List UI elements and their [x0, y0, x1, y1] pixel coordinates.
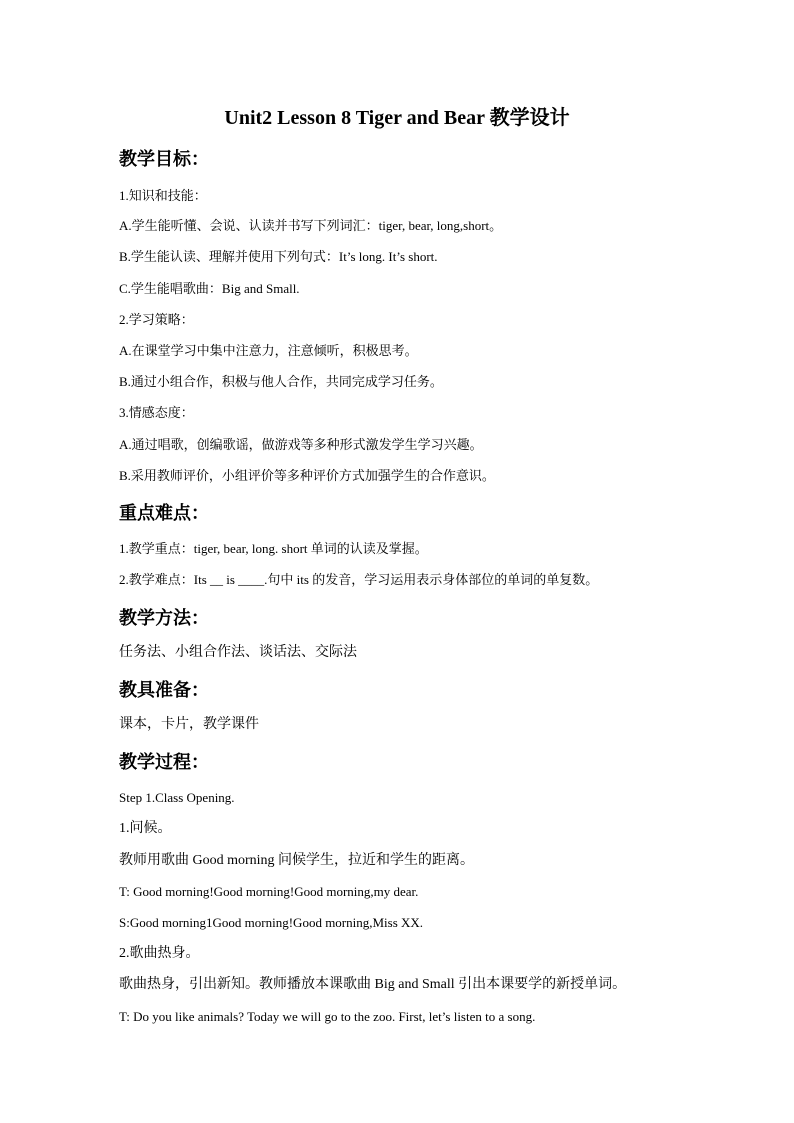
objectives-line: C.学生能唱歌曲：Big and Small.	[119, 281, 300, 296]
section-heading-key-points: 重点难点：	[119, 503, 209, 523]
process-line: 教师用歌曲 Good morning 问候学生，拉近和学生的距离。	[119, 853, 475, 868]
process-line: 歌曲热身，引出新知。教师播放本课歌曲 Big and Small 引出本课要学的新授单词。	[119, 977, 627, 992]
key-points-line: 2.教学难点：Its __ is ____.句中 its 的发音，学习运用表示身体部位的单词的单复数。	[119, 572, 599, 587]
key-points-line: 1.教学重点：tiger, bear, long. short 单词的认读及掌握。	[119, 541, 428, 556]
process-line: S:Good morning1Good morning!Good morning,Miss XX.	[119, 915, 424, 930]
materials-line: 课本，卡片，教学课件	[119, 717, 259, 732]
methods-line: 任务法、小组合作法、谈话法、交际法	[119, 645, 357, 660]
objectives-line: A.在课堂学习中集中注意力，注意倾听，积极思考。	[119, 343, 418, 358]
objectives-line: 2.学习策略：	[119, 312, 194, 327]
objectives-line: B.学生能认读、理解并使用下列句式：It’s long. It’s short.	[119, 249, 438, 264]
objectives-line: B.通过小组合作，积极与他人合作，共同完成学习任务。	[119, 374, 443, 389]
objectives-line: B.采用教师评价，小组评价等多种评价方式加强学生的合作意识。	[119, 468, 495, 483]
objectives-line: A.学生能听懂、会说、认读并书写下列词汇：tiger, bear, long,short。	[119, 218, 503, 233]
section-heading-materials: 教具准备：	[119, 680, 209, 700]
document-title: Unit2 Lesson 8 Tiger and Bear 教学设计	[224, 107, 570, 129]
process-line: T: Do you like animals? Today we will go to the zoo. First, let’s listen to a song.	[119, 1009, 536, 1024]
section-heading-methods: 教学方法：	[119, 608, 209, 628]
process-line: 1.问候。	[119, 821, 172, 836]
section-heading-process: 教学过程：	[119, 752, 209, 772]
objectives-line: 1.知识和技能：	[119, 188, 207, 203]
process-line: 2.歌曲热身。	[119, 946, 200, 961]
objectives-line: 3.情感态度：	[119, 405, 194, 420]
section-heading-objectives: 教学目标：	[119, 149, 209, 169]
process-line: T: Good morning!Good morning!Good morning,my dear.	[119, 884, 419, 899]
process-line: Step 1.Class Opening.	[119, 790, 235, 805]
objectives-line: A.通过唱歌，创编歌谣，做游戏等多种形式激发学生学习兴趣。	[119, 437, 483, 452]
